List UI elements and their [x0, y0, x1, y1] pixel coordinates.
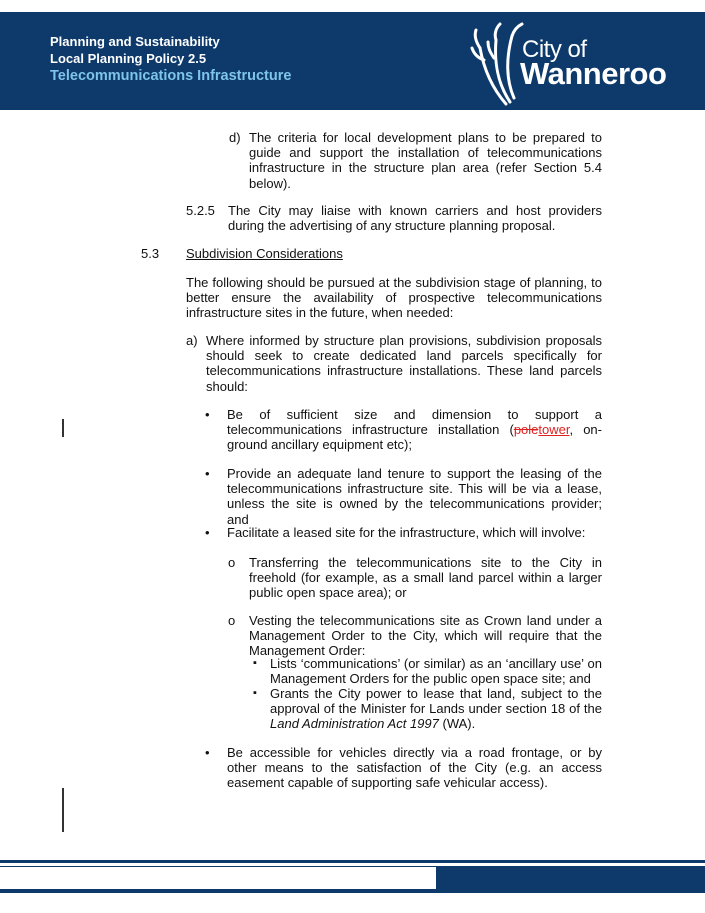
bullet-marker: • — [205, 525, 210, 540]
section-53-number: 5.3 — [141, 246, 160, 261]
bullet-1-line-3: ground ancillary equipment etc); — [227, 437, 412, 452]
sub-item-2-main: Grants the City power to lease that land, subject to the approval of the Minister for Lands under section 18 of the — [270, 686, 602, 717]
bullet-1-line-2 — [227, 422, 602, 437]
bullet-3-text: Facilitate a leased site for the infrastructure, which will involve: — [227, 525, 586, 540]
section-53-title — [186, 246, 343, 261]
logo-city-of: City of — [522, 36, 587, 63]
logo-wanneroo: Wanneroo — [520, 56, 667, 91]
logo-mark-icon — [470, 18, 526, 106]
bullet-marker: • — [205, 407, 210, 422]
bullet-1-line-2-end: , on- — [569, 422, 602, 437]
header-policy: Local Planning Policy 2.5 — [50, 51, 207, 66]
circle-marker: o — [228, 555, 236, 570]
footer-base-rule — [0, 889, 436, 893]
bullet-2-text: Provide an adequate land tenure to support the leasing of the telecommunications infrastructure site. This will be via a lease, unless the site is owned by the telecommunications provider; and — [227, 466, 602, 527]
bullet-4-text: Be accessible for vehicles directly via a road frontage, or by other means to the satisfaction of the City (e.g. an access easement capable of supporting safe vehicular access). — [227, 745, 602, 791]
subdivision-intro: The following should be pursued at the subdivision stage of planning, to better ensure the availability of prospective telecommunications infrastructure sites in the future, when needed: — [186, 275, 602, 321]
sub-item-1-text: Lists ‘communications’ (or similar) as an ‘ancillary use’ on Management Orders for the public open space site; and — [270, 656, 602, 687]
item-d-label: d) — [229, 130, 241, 145]
header-subject: Telecommunications Infrastructure — [50, 68, 292, 84]
item-a-text: Where informed by structure plan provisions, subdivision proposals should seek to create dedicated land parcels specifically for telecommunications infrastructure installations. These land parcels should: — [206, 333, 602, 394]
act-title: Land Administration Act 1997 — [270, 716, 439, 732]
sub-item-2-text — [270, 686, 602, 732]
footer-white-box — [0, 866, 436, 890]
footer-rule — [0, 860, 705, 863]
square-marker: ▪ — [253, 687, 257, 699]
sub-item-2-end: (WA). — [438, 716, 476, 732]
change-bar — [62, 788, 64, 832]
square-marker: ▪ — [253, 657, 257, 669]
bullet-1-line-2-start: telecommunications infrastructure installation ( — [227, 422, 514, 437]
bullet-marker: • — [205, 466, 210, 481]
section-525-text: The City may liaise with known carriers and host providers during the advertising of any structure planning proposal. — [228, 203, 602, 234]
city-logo — [470, 14, 675, 106]
option-1-text: Transferring the telecommunications site to the City in freehold (for example, as a small land parcel within a larger public open space area); or — [249, 555, 602, 601]
header-department: Planning and Sustainability — [50, 34, 220, 49]
item-d-text: The criteria for local development plans to be prepared to guide and support the installation of telecommunications infrastructure in the structure plan area (refer Section 5.4 below). — [249, 130, 602, 191]
section-525-number: 5.2.5 — [186, 203, 215, 218]
circle-marker: o — [228, 613, 236, 628]
item-a-label: a) — [186, 333, 198, 348]
bullet-marker: • — [205, 745, 210, 760]
bullet-1-line-1: Be of sufficient size and dimension to support a — [227, 407, 602, 422]
inserted-text: tower — [538, 422, 570, 437]
deleted-text: pole — [513, 422, 539, 437]
section-53-title-text: Subdivision Considerations — [186, 246, 343, 261]
option-2-text: Vesting the telecommunications site as Crown land under a Management Order to the City, which will require that the Management Order: — [249, 613, 602, 659]
page-header — [0, 12, 705, 110]
footer-blue-box — [436, 866, 705, 893]
change-bar — [62, 419, 64, 437]
